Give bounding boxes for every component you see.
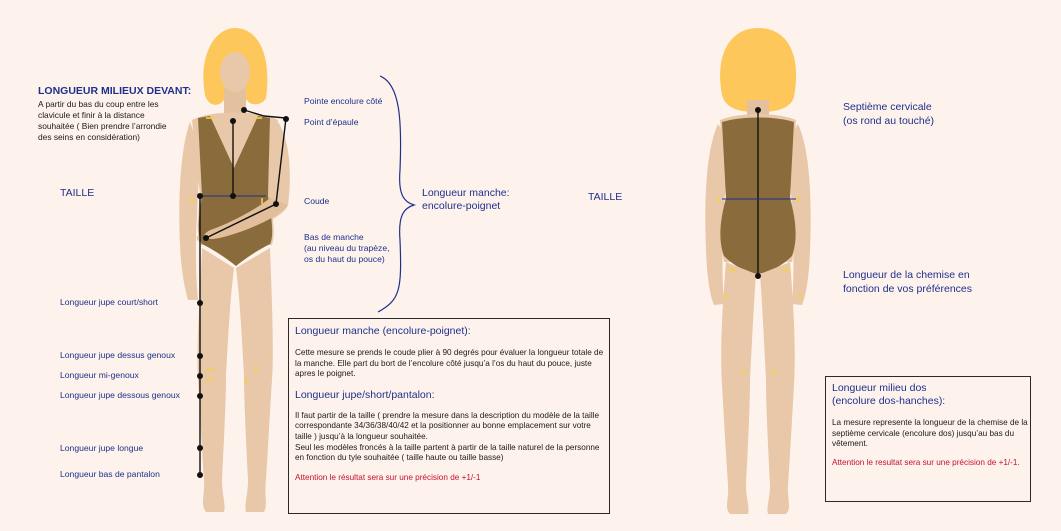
box-text-manche: Cette mesure se prends le coude plier à 90 degrés pour évaluer la longueur totale de la manche. Elle part du bort de l’encolure côté jusqu’a l’os du haut du pouce, juste apres le poignet. — [295, 348, 604, 379]
label-jupe-court: Longueur jupe court/short — [60, 297, 158, 307]
label-mi-genoux: Longueur mi-genoux — [60, 370, 139, 380]
front-face — [220, 52, 250, 92]
label-septieme-cervicale: Septième cervicale — [843, 101, 932, 113]
label-jupe-longue: Longueur jupe longue — [60, 443, 144, 453]
label-bas-manche-detail-1: (au niveau du trapèze, — [304, 243, 390, 253]
dot-jupe-dessous — [197, 393, 203, 399]
label-os-rond: (os rond au touché) — [843, 115, 935, 127]
dot-jupe-longue — [197, 445, 203, 451]
label-coude: Coude — [304, 196, 330, 206]
front-figure — [179, 28, 290, 512]
dot-bas-chemise — [755, 273, 761, 279]
label-bas-manche: Bas de manche — [304, 232, 364, 242]
dot-bust — [230, 193, 236, 199]
label-longueur-manche: Longueur manche: — [422, 187, 510, 199]
label-jupe-dessous: Longueur jupe dessous genoux — [60, 390, 180, 400]
label-taille-front: TAILLE — [60, 187, 95, 199]
dot-pantalon — [197, 472, 203, 478]
back-hair — [720, 28, 796, 112]
dot-jupe-court — [197, 300, 203, 306]
label-longueur-chemise: Longueur de la chemise en — [843, 269, 970, 281]
box-warning-back: Attention le resultat sera sur une précision de +1/-1. — [832, 457, 1020, 467]
dot-jupe-dessus — [197, 353, 203, 359]
label-fonction-preferences: fonction de vos préférences — [843, 283, 972, 295]
milieux-devant-description: A partir du bas du coup entre les clavicule et finir à la distance souhaitée ( Bien prendre l’arrondie des seins en considération) — [38, 99, 167, 142]
info-box-front — [288, 318, 610, 514]
box-title-manche: Longueur manche (encolure-poignet): — [295, 325, 471, 337]
box-text-jupe: Il faut partir de la taille ( prendre la mesure dans la description du modèle de la taille correspondante 34/36/38/40/42 et la positionner au bonne emplacement sur votre taille ) jusqu’à la longueur souhaitée. — [295, 410, 600, 441]
box-title-milieu-dos: Longueur milieu dos — [832, 382, 927, 394]
dot-mi-genoux — [197, 373, 203, 379]
dot-encolure — [241, 107, 247, 113]
label-taille-back: TAILLE — [588, 191, 623, 203]
dot-waist-left — [197, 193, 203, 199]
label-bas-manche-detail-2: os du haut du pouce) — [304, 254, 385, 264]
front-right-leg — [236, 248, 273, 512]
label-encolure-poignet: encolure-poignet — [422, 200, 501, 212]
dot-septieme — [755, 107, 761, 113]
dot-coude — [273, 201, 279, 207]
box-warning-front: Attention le résultat sera sur une précision de +1/-1 — [295, 472, 481, 482]
front-left-leg — [197, 248, 234, 512]
dot-poignet — [203, 235, 209, 241]
dot-epaule — [283, 116, 289, 122]
box-text-fronces: Seul les modèles froncés à la taille partent à partir de la taille naturel de la personne en fonction du tyle souhaitée ( taille haute ou taille basse) — [295, 442, 600, 463]
box-subtitle-encolure-dos: (encolure dos-hanches): — [832, 395, 946, 407]
label-pointe-encolure: Pointe encolure côté — [304, 96, 383, 106]
box-title-jupe: Longueur jupe/short/pantalon: — [295, 388, 435, 401]
dot-neck-center — [230, 118, 236, 124]
box-text-milieu-dos: La mesure represente la longueur de la chemise de la septième cervicale (encolure dos) jusqu’au bas du vêtement. — [832, 418, 1028, 449]
label-bas-pantalon: Longueur bas de pantalon — [60, 469, 160, 479]
info-box-back — [825, 376, 1031, 502]
heading-milieux-devant: LONGUEUR MILIEUX DEVANT: — [38, 85, 192, 97]
label-point-epaule: Point d’épaule — [304, 117, 359, 127]
sleeve-brace — [378, 76, 414, 312]
label-jupe-dessus: Longueur jupe dessus genoux — [60, 350, 176, 360]
